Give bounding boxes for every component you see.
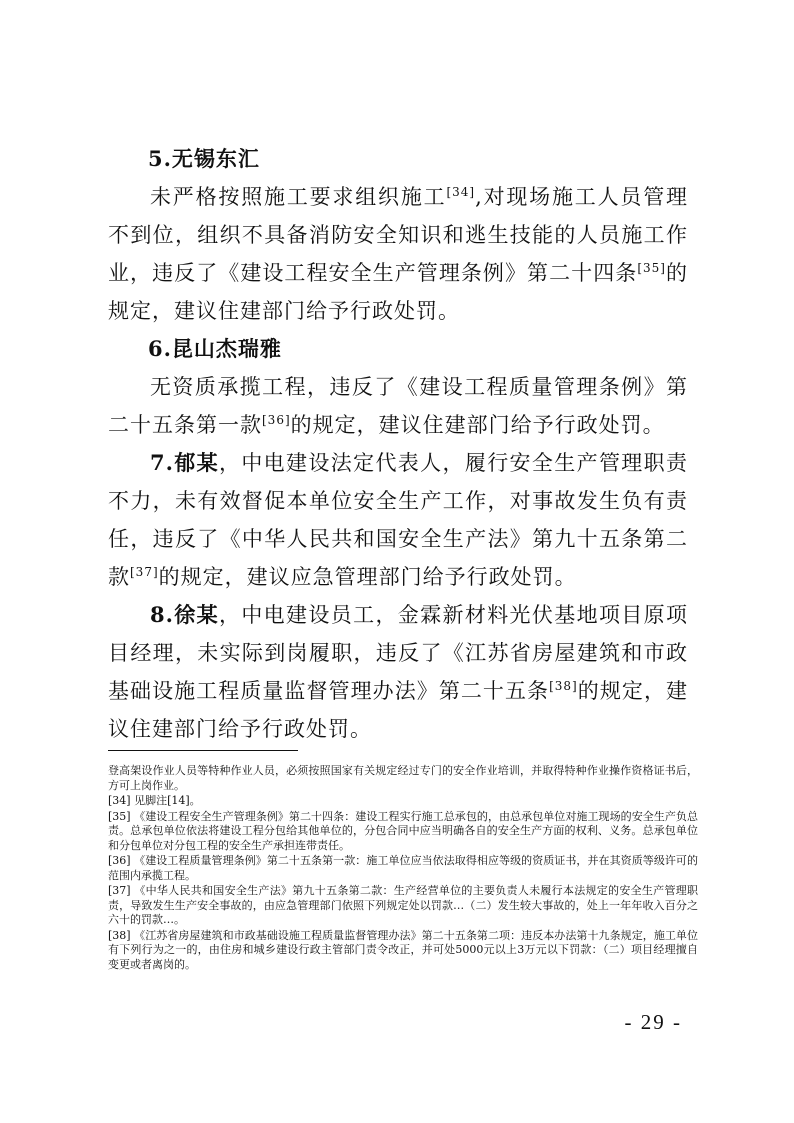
footnote-ref-34[interactable]: [34]	[446, 185, 476, 199]
footnote-divider	[108, 750, 298, 751]
footnote-38: [38] 《江苏省房屋建筑和市政基础设施工程质量监督管理办法》第二十五条第二项：违反本办法第十九条规定，施工单位有下列行为之一的，由住房和城乡建设行政主管部门责令改正，并可处5000元以上3万元以下罚款：（二）项目经理擅自变更或者离岗的。	[108, 928, 698, 971]
section-heading-6: 6.昆山杰瑞雅	[148, 336, 282, 361]
footnote-37: [37] 《中华人民共和国安全生产法》第九十五条第二款：生产经营单位的主要负责人未履行本法规定的安全生产管理职责，导致发生生产安全事故的，由应急管理部门依照下列规定处以罚款…（二）发生较大事故的，处上一年年收入百分之六十的罚款…。	[108, 884, 698, 926]
footnote-ref-35[interactable]: [35]	[637, 261, 666, 275]
footnote-34: [34] 见脚注[14]。	[108, 794, 201, 807]
paragraph-7: 7.郁某，中电建设法定代表人，履行安全生产管理职责不力，未有效督促本单位安全生产工作，对事故发生负有责任，违反了《中华人民共和国安全生产法》第九十五条第二款[37]的规定，建议应急管理部门给予行政处罚。	[108, 450, 688, 589]
main-body	[108, 140, 688, 748]
paragraph-6: 无资质承揽工程，违反了《建设工程质量管理条例》第二十五条第一款[36]的规定，建议住建部门给予行政处罚。	[108, 375, 688, 437]
paragraph-5: 未严格按照施工要求组织施工[34],对现场施工人员管理不到位，组织不具备消防安全知识和逃生技能的人员施工作业，违反了《建设工程安全生产管理条例》第二十四条[35]的规定，建议住建部门给予行政处罚。	[108, 185, 689, 323]
footnote-ref-38[interactable]: [38]	[549, 679, 578, 693]
section-heading-5: 5.无锡东汇	[148, 146, 260, 171]
footnote-continuation: 登高架设作业人员等特种作业人员，必须按照国家有关规定经过专门的安全作业培训，并取得特种作业操作资格证书后，方可上岗作业。	[108, 764, 698, 792]
footnote-35: [35] 《建设工程安全生产管理条例》第二十四条：建设工程实行施工总承包的，由总承包单位对施工现场的安全生产负总责。总承包单位依法将建设工程分包给其他单位的，分包合同中应当明确各自的安全生产方面的权利、义务。总承包单位和分包单位对分包工程的安全生产承担连带责任。	[108, 809, 698, 852]
footnote-ref-37[interactable]: [37]	[130, 565, 159, 579]
person-lead-8: 8.徐某	[150, 602, 219, 627]
person-lead-7: 7.郁某	[150, 450, 219, 475]
footnote-36: [36] 《建设工程质量管理条例》第二十五条第一款：施工单位应当依法取得相应等级的资质证书，并在其资质等级许可的范围内承揽工程。	[108, 854, 698, 882]
footnote-ref-36[interactable]: [36]	[262, 413, 291, 427]
footnotes	[108, 764, 698, 973]
page-number: - 29 -	[624, 1010, 682, 1034]
paragraph-8: 8.徐某，中电建设员工，金霖新材料光伏基地项目原项目经理，未实际到岗履职，违反了《江苏省房屋建筑和市政基础设施工程质量监督管理办法》第二十五条[38]的规定，建议住建部门给予行政处罚。	[108, 602, 689, 741]
